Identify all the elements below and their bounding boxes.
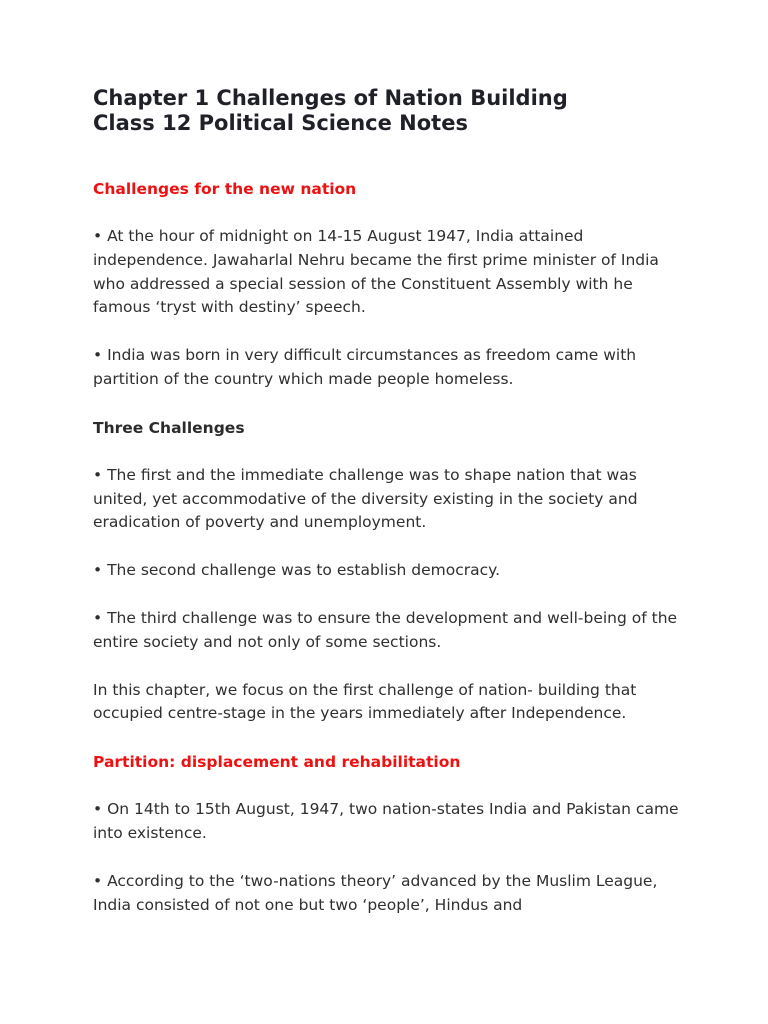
paragraph-first-challenge: • The first and the immediate challenge was to shape nation that was united, yet accommodative of the diversity existing in the society and eradication of poverty and unemployment. — [93, 465, 638, 532]
title-line-1: Chapter 1 Challenges of Nation Building — [93, 86, 568, 110]
paragraph-two-nations-theory: • According to the ‘two-nations theory’ advanced by the Muslim League, India consisted of not one but two ‘people’, Hindus and — [93, 871, 658, 914]
paragraph-third-challenge: • The third challenge was to ensure the development and well-being of the entire society and not only of some sections. — [93, 608, 678, 651]
section-heading-challenges-new-nation: Challenges for the new nation — [93, 180, 357, 198]
title-line-2: Class 12 Political Science Notes — [93, 111, 468, 135]
paragraph-partition-circumstances: • India was born in very difficult circumstances as freedom came with partition of the country which made people homeless. — [93, 346, 637, 388]
paragraph-second-challenge: • The second challenge was to establish democracy. — [93, 561, 501, 580]
document-page — [93, 86, 683, 917]
section-heading-three-challenges: Three Challenges — [93, 418, 245, 437]
document-title — [93, 86, 683, 136]
paragraph-independence: • At the hour of midnight on 14-15 August 1947, India attained independence. Jawaharlal Nehru became the first prime minister of India who addressed a special session of the Constituent Assembly with he famous ‘tryst with destiny’ speech. — [93, 227, 659, 317]
paragraph-two-nation-states: • On 14th to 15th August, 1947, two nation-states India and Pakistan came into existence. — [93, 800, 679, 842]
paragraph-chapter-focus: In this chapter, we focus on the first challenge of nation- building that occupied centre-stage in the years immediately after Independence. — [93, 680, 637, 723]
section-heading-partition: Partition: displacement and rehabilitation — [93, 753, 461, 772]
